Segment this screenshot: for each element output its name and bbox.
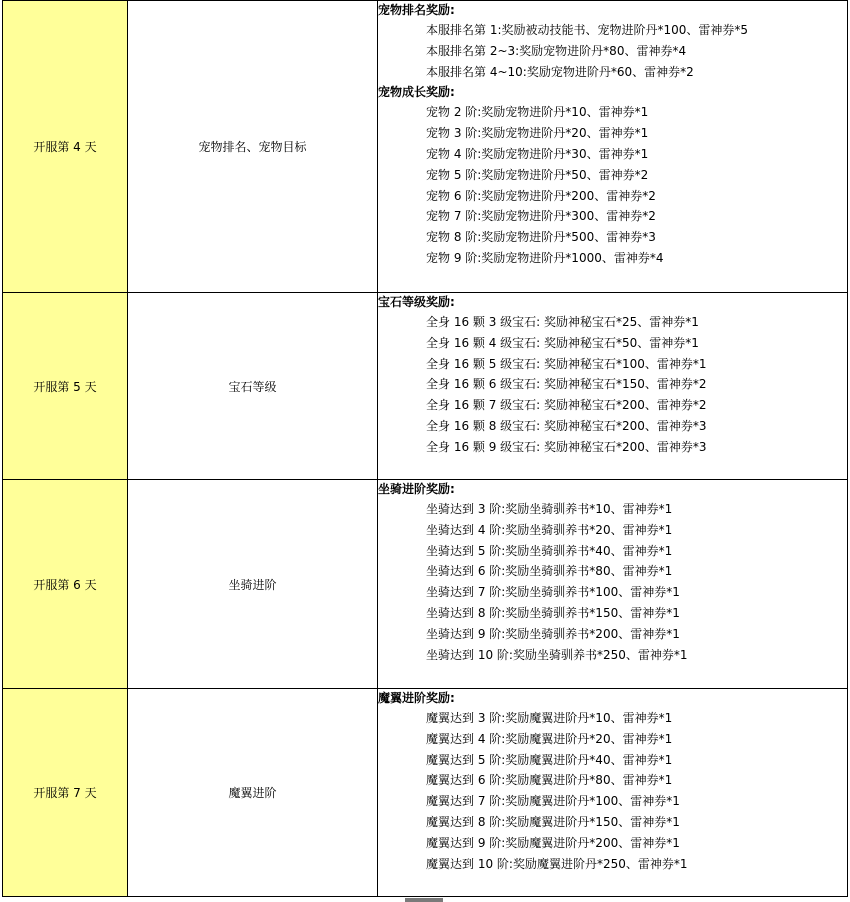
table-row bbox=[3, 1, 848, 293]
reward-line: 全身 16 颗 4 级宝石: 奖励神秘宝石*50、雷神券*1 bbox=[426, 335, 699, 350]
reward-line: 坐骑达到 6 阶:奖励坐骑驯养书*80、雷神券*1 bbox=[426, 564, 673, 579]
topic-cell: 宠物排名、宠物目标 bbox=[128, 1, 378, 293]
reward-line: 宠物 8 阶:奖励宠物进阶丹*500、雷神券*3 bbox=[426, 230, 656, 245]
scrollbar-thumb[interactable] bbox=[405, 898, 443, 902]
reward-line: 全身 16 颗 9 级宝石: 奖励神秘宝石*200、雷神券*3 bbox=[426, 439, 707, 454]
reward-line: 宠物 2 阶:奖励宠物进阶丹*10、雷神券*1 bbox=[426, 105, 649, 120]
reward-line: 魔翼达到 6 阶:奖励魔翼进阶丹*80、雷神券*1 bbox=[426, 773, 673, 788]
day-cell: 开服第 7 天 bbox=[3, 689, 128, 897]
reward-line: 宠物 5 阶:奖励宠物进阶丹*50、雷神券*2 bbox=[426, 167, 649, 182]
event-table-body bbox=[3, 1, 848, 897]
reward-line: 魔翼达到 9 阶:奖励魔翼进阶丹*200、雷神券*1 bbox=[426, 835, 680, 850]
reward-line: 魔翼达到 3 阶:奖励魔翼进阶丹*10、雷神券*1 bbox=[426, 711, 673, 725]
rewards-cell bbox=[378, 1, 848, 293]
rewards-cell bbox=[378, 689, 848, 897]
table-row bbox=[3, 480, 848, 689]
topic-cell: 魔翼进阶 bbox=[128, 689, 378, 897]
day-cell: 开服第 4 天 bbox=[3, 1, 128, 293]
rewards-cell bbox=[378, 480, 848, 689]
reward-line: 魔翼达到 10 阶:奖励魔翼进阶丹*250、雷神券*1 bbox=[426, 856, 688, 871]
reward-line: 本服排名第 1:奖励被动技能书、宠物进阶丹*100、雷神券*5 bbox=[426, 23, 749, 37]
reward-line: 宠物 3 阶:奖励宠物进阶丹*20、雷神券*1 bbox=[426, 126, 649, 141]
reward-line: 宠物 7 阶:奖励宠物进阶丹*300、雷神券*2 bbox=[426, 209, 656, 224]
rewards-cell bbox=[378, 293, 848, 480]
reward-line: 全身 16 颗 7 级宝石: 奖励神秘宝石*200、雷神券*2 bbox=[426, 398, 707, 413]
day-cell: 开服第 5 天 bbox=[3, 293, 128, 480]
reward-line: 坐骑达到 8 阶:奖励坐骑驯养书*150、雷神券*1 bbox=[426, 605, 680, 620]
reward-line: 坐骑达到 3 阶:奖励坐骑驯养书*10、雷神券*1 bbox=[426, 502, 673, 516]
section-title: 宠物排名奖励: bbox=[378, 3, 455, 17]
reward-line: 本服排名第 2~3:奖励宠物进阶丹*80、雷神券*4 bbox=[426, 43, 687, 58]
reward-line: 全身 16 颗 8 级宝石: 奖励神秘宝石*200、雷神券*3 bbox=[426, 418, 707, 433]
section-title: 坐骑进阶奖励: bbox=[378, 482, 455, 496]
reward-line: 魔翼达到 5 阶:奖励魔翼进阶丹*40、雷神券*1 bbox=[426, 752, 673, 767]
reward-line: 魔翼达到 8 阶:奖励魔翼进阶丹*150、雷神券*1 bbox=[426, 814, 680, 829]
reward-line: 坐骑达到 7 阶:奖励坐骑驯养书*100、雷神券*1 bbox=[426, 585, 680, 600]
table-row bbox=[3, 293, 848, 480]
day-cell: 开服第 6 天 bbox=[3, 480, 128, 689]
topic-cell: 坐骑进阶 bbox=[128, 480, 378, 689]
reward-line: 魔翼达到 7 阶:奖励魔翼进阶丹*100、雷神券*1 bbox=[426, 794, 680, 809]
reward-line: 坐骑达到 9 阶:奖励坐骑驯养书*200、雷神券*1 bbox=[426, 626, 680, 641]
section-title: 宠物成长奖励: bbox=[378, 85, 455, 100]
reward-line: 宠物 4 阶:奖励宠物进阶丹*30、雷神券*1 bbox=[426, 146, 649, 161]
section-title: 宝石等级奖励: bbox=[378, 295, 455, 309]
reward-line: 坐骑达到 10 阶:奖励坐骑驯养书*250、雷神券*1 bbox=[426, 647, 688, 662]
reward-line: 本服排名第 4~10:奖励宠物进阶丹*60、雷神券*2 bbox=[426, 64, 694, 79]
reward-line: 坐骑达到 5 阶:奖励坐骑驯养书*40、雷神券*1 bbox=[426, 543, 673, 558]
section-title: 魔翼进阶奖励: bbox=[378, 691, 455, 705]
reward-line: 魔翼达到 4 阶:奖励魔翼进阶丹*20、雷神券*1 bbox=[426, 731, 673, 746]
reward-line: 全身 16 颗 3 级宝石: 奖励神秘宝石*25、雷神券*1 bbox=[426, 315, 699, 329]
reward-line: 全身 16 颗 5 级宝石: 奖励神秘宝石*100、雷神券*1 bbox=[426, 356, 707, 371]
event-table bbox=[2, 0, 848, 897]
table-row bbox=[3, 689, 848, 897]
reward-line: 宠物 6 阶:奖励宠物进阶丹*200、雷神券*2 bbox=[426, 188, 656, 203]
reward-line: 全身 16 颗 6 级宝石: 奖励神秘宝石*150、雷神券*2 bbox=[426, 377, 707, 392]
reward-line: 宠物 9 阶:奖励宠物进阶丹*1000、雷神券*4 bbox=[426, 250, 664, 265]
reward-line: 坐骑达到 4 阶:奖励坐骑驯养书*20、雷神券*1 bbox=[426, 522, 673, 537]
topic-cell: 宝石等级 bbox=[128, 293, 378, 480]
